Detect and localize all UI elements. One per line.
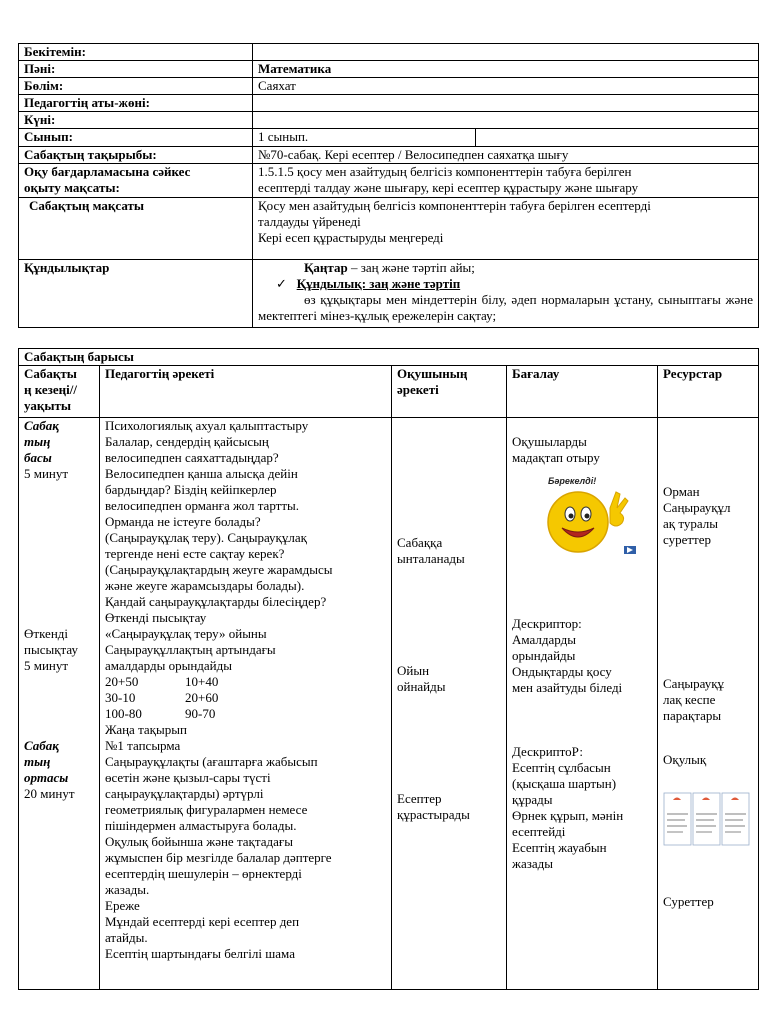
objectives-label-line: Оқу бағдарламасына сәйкес	[24, 164, 191, 179]
resource-line: парақтары	[663, 708, 722, 723]
teacher-text-line: №1 тапсырма	[105, 738, 181, 753]
exercise-item: 100-80	[105, 706, 142, 721]
teacher-text-line: амалдарды орындайды	[105, 658, 232, 673]
teacher-label: Педагогтің аты-жөні:	[19, 95, 253, 112]
exercise-list	[105, 674, 386, 722]
teacher-text-line: (Саңырауқұлақ теру). Саңырауқұлақ	[105, 530, 307, 545]
objectives-value	[253, 164, 759, 198]
topic-value: №70-сабақ. Кері есептер / Велосипедпен саяхатқа шығу	[253, 147, 759, 164]
teacher-text-line: Балалар, сендердің қайсысың	[105, 434, 269, 449]
worksheet-thumbnails-image	[663, 790, 751, 848]
smiley-thumbs-up-image	[540, 474, 640, 564]
teacher-text-line: тергенде нені есте сақтау керек?	[105, 546, 285, 561]
teacher-text-line: геометриялық фигуралармен немесе	[105, 802, 308, 817]
assess-line: Оқушыларды	[512, 434, 587, 449]
stage-start-line: тың	[24, 434, 51, 449]
descriptor-line: ДескриптоР:	[512, 744, 583, 759]
resource-line: Орман	[663, 484, 700, 499]
teacher-text-line: (Саңырауқұлақтардың жеуге жарамдысы	[105, 562, 333, 577]
descriptor-line: (қысқаша шартын)	[512, 776, 617, 791]
teacher-text-line: Оқулық бойынша және тақтадағы	[105, 834, 293, 849]
teacher-text-line: Жаңа тақырып	[105, 722, 187, 737]
descriptor-line: құрады	[512, 792, 553, 807]
values-month-rest: – заң және тәртіп айы;	[347, 260, 475, 275]
stage-middle-line: ортасы	[24, 770, 69, 785]
col-stage-line: Сабақты	[24, 366, 77, 381]
stage-review-line: Өткенді	[24, 626, 69, 641]
lesson-goal-label: Сабақтың мақсаты	[19, 198, 253, 260]
exercise-item: 20+60	[185, 690, 219, 705]
topic-label: Сабақтың тақырыбы:	[19, 147, 253, 164]
section-label: Бөлім:	[19, 78, 253, 95]
progress-title: Сабақтың барысы	[19, 349, 759, 366]
col-stage-header	[19, 366, 100, 418]
stage-column	[19, 418, 100, 990]
col-teacher-header: Педагогтің әрекеті	[100, 366, 392, 418]
values-description: өз құқықтары мен міндеттерін білу, әдеп нормаларын ұстану, сыныптағы және мектептегі мінез-құлық ережелерін сақтау;	[258, 292, 753, 323]
teacher-text-line: Психологиялық ахуал қалыптастыру	[105, 418, 309, 433]
stage-middle-time: 20 минут	[24, 786, 75, 801]
teacher-text-line: «Саңырауқұлақ теру» ойыны	[105, 626, 267, 641]
approve-value	[253, 44, 759, 61]
values-value	[253, 260, 759, 328]
descriptor-line: Дескриптор:	[512, 616, 582, 631]
stage-start-line: басы	[24, 450, 52, 465]
student-column	[392, 418, 507, 990]
exercise-row	[105, 674, 386, 690]
descriptor-line: есептейді	[512, 824, 566, 839]
resource-line: суреттер	[663, 532, 712, 547]
student-action-line: ойнайды	[397, 679, 446, 694]
resource-line: Саңырауқұл	[663, 500, 731, 515]
objectives-value-line: есептерді талдау және шығару, кері есептер құрастыру және шығару	[258, 180, 639, 195]
descriptor-line: жазады	[512, 856, 554, 871]
teacher-text-line: Есептің шартындағы белгілі шама	[105, 946, 295, 961]
objectives-label	[19, 164, 253, 198]
objectives-label-line: оқыту мақсаты:	[24, 180, 120, 195]
exercise-item: 10+40	[185, 674, 219, 689]
stage-start-line: Сабақ	[24, 418, 59, 433]
teacher-text-line: Ереже	[105, 898, 140, 913]
descriptor-line: Есептің сұлбасын	[512, 760, 611, 775]
values-title: Құндылық: заң және тәртіп	[296, 276, 461, 291]
resource-line: Саңырауқұ	[663, 676, 725, 691]
teacher-value	[253, 95, 759, 112]
col-student-line: әрекеті	[397, 382, 439, 397]
exercise-row	[105, 706, 386, 722]
teacher-text-line: Өткенді пысықтау	[105, 610, 207, 625]
stage-middle-line: Сабақ	[24, 738, 59, 753]
resource-line: лақ кеспе	[663, 692, 716, 707]
subject-value: Математика	[253, 61, 759, 78]
col-stage-line: ң кезеңі//	[24, 382, 77, 397]
col-student-header	[392, 366, 507, 418]
checkmark-icon: ✓	[276, 276, 287, 291]
exercise-item: 90-70	[185, 706, 216, 721]
resource-textbook: Оқулық	[663, 752, 707, 767]
approve-label: Бекітемін:	[19, 44, 253, 61]
teacher-text-line: Саңырауқұлақты (ағаштарға жабысып	[105, 754, 318, 769]
objectives-value-line: 1.5.1.5 қосу мен азайтудың белгісіз компоненттерін табуға берілген	[258, 164, 632, 179]
exercise-item: 30-10	[105, 690, 136, 705]
smiley-icon	[540, 474, 640, 564]
teacher-text-line: Саңырауқұллақтың артындағы	[105, 642, 276, 657]
stage-review-line: пысықтау	[24, 642, 78, 657]
student-action-line: Есептер	[397, 791, 442, 806]
student-action-line: Сабаққа	[397, 535, 443, 550]
col-assess-header: Бағалау	[507, 366, 658, 418]
resource-pictures: Суреттер	[663, 894, 714, 909]
descriptor-line: Өрнек құрып, мәнін	[512, 808, 624, 823]
stage-start-time: 5 минут	[24, 466, 69, 481]
class-value: 1 сынып.	[253, 129, 476, 147]
resources-column	[658, 418, 759, 990]
teacher-text-line: жұмыспен бір мезгілде балалар дәптерге	[105, 850, 332, 865]
teacher-text-line: Мұндай есептерді кері есептер деп	[105, 914, 300, 929]
descriptor-line: мен азайтуды біледі	[512, 680, 623, 695]
class-extra-cell	[476, 129, 759, 147]
class-label: Сынып:	[19, 129, 253, 147]
descriptor-line: орындайды	[512, 648, 576, 663]
assessment-column	[507, 418, 658, 990]
col-student-line: Оқушының	[397, 366, 468, 381]
teacher-column	[100, 418, 392, 990]
stage-middle-line: тың	[24, 754, 51, 769]
teacher-text-line: Орманда не істеуге болады?	[105, 514, 261, 529]
lesson-goal-line: талдауды үйренеді	[258, 214, 361, 229]
descriptor-line: Ондықтарды қосу	[512, 664, 612, 679]
emoji-caption: Бәрекелді!	[548, 476, 597, 486]
teacher-text-line: бардыңдар? Біздің кейіпкерлер	[105, 482, 277, 497]
teacher-text-line: есептердің шешулерін – өрнектерді	[105, 866, 302, 881]
lesson-progress-table	[18, 348, 759, 990]
exercise-row	[105, 690, 386, 706]
teacher-text-line: жазады.	[105, 882, 150, 897]
assess-line: мадақтап отыру	[512, 450, 600, 465]
teacher-text-line: велосипедпен орманға жол тартты.	[105, 498, 300, 513]
values-month-line	[258, 260, 753, 276]
exercise-item: 20+50	[105, 674, 139, 689]
col-stage-line: уақыты	[24, 398, 72, 413]
stage-review-time: 5 минут	[24, 658, 69, 673]
resource-line: ақ туралы	[663, 516, 718, 531]
teacher-text-line: пішіндермен алмастыруға болады.	[105, 818, 297, 833]
teacher-text-block	[105, 418, 386, 674]
date-value	[253, 112, 759, 129]
lesson-header-table	[18, 43, 759, 328]
teacher-text-block	[105, 722, 386, 962]
values-title-line	[258, 276, 753, 292]
section-value: Саяхат	[253, 78, 759, 95]
descriptor-line: Амалдарды	[512, 632, 576, 647]
teacher-text-line: саңырауқұлақтарды) әртүрлі	[105, 786, 264, 801]
subject-label: Пәні:	[19, 61, 253, 78]
date-label: Күні:	[19, 112, 253, 129]
teacher-text-line: Велосипедпен қанша алысқа дейін	[105, 466, 298, 481]
lesson-goal-value	[253, 198, 759, 260]
values-month-name: Қаңтар	[304, 260, 348, 275]
student-action-line: Ойын	[397, 663, 430, 678]
teacher-text-line: өсетін және қызыл-сары түсті	[105, 770, 271, 785]
values-label: Құндылықтар	[19, 260, 253, 328]
lesson-goal-line: Қосу мен азайтудың белгісіз компоненттерін табуға берілген есептерді	[258, 198, 651, 213]
teacher-text-line: және жеуге жарамсыздары болады).	[105, 578, 305, 593]
col-resources-header: Ресурстар	[658, 366, 759, 418]
lesson-goal-line: Кері есеп құрастыруды меңгереді	[258, 230, 444, 245]
student-action-line: құрастырады	[397, 807, 470, 822]
descriptor-line: Есептің жауабын	[512, 840, 607, 855]
teacher-text-line: атайды.	[105, 930, 148, 945]
teacher-text-line: велосипедпен саяхаттадыңдар?	[105, 450, 279, 465]
teacher-text-line: Қандай саңырауқұлақтарды білесіңдер?	[105, 594, 327, 609]
student-action-line: ынталанады	[397, 551, 465, 566]
